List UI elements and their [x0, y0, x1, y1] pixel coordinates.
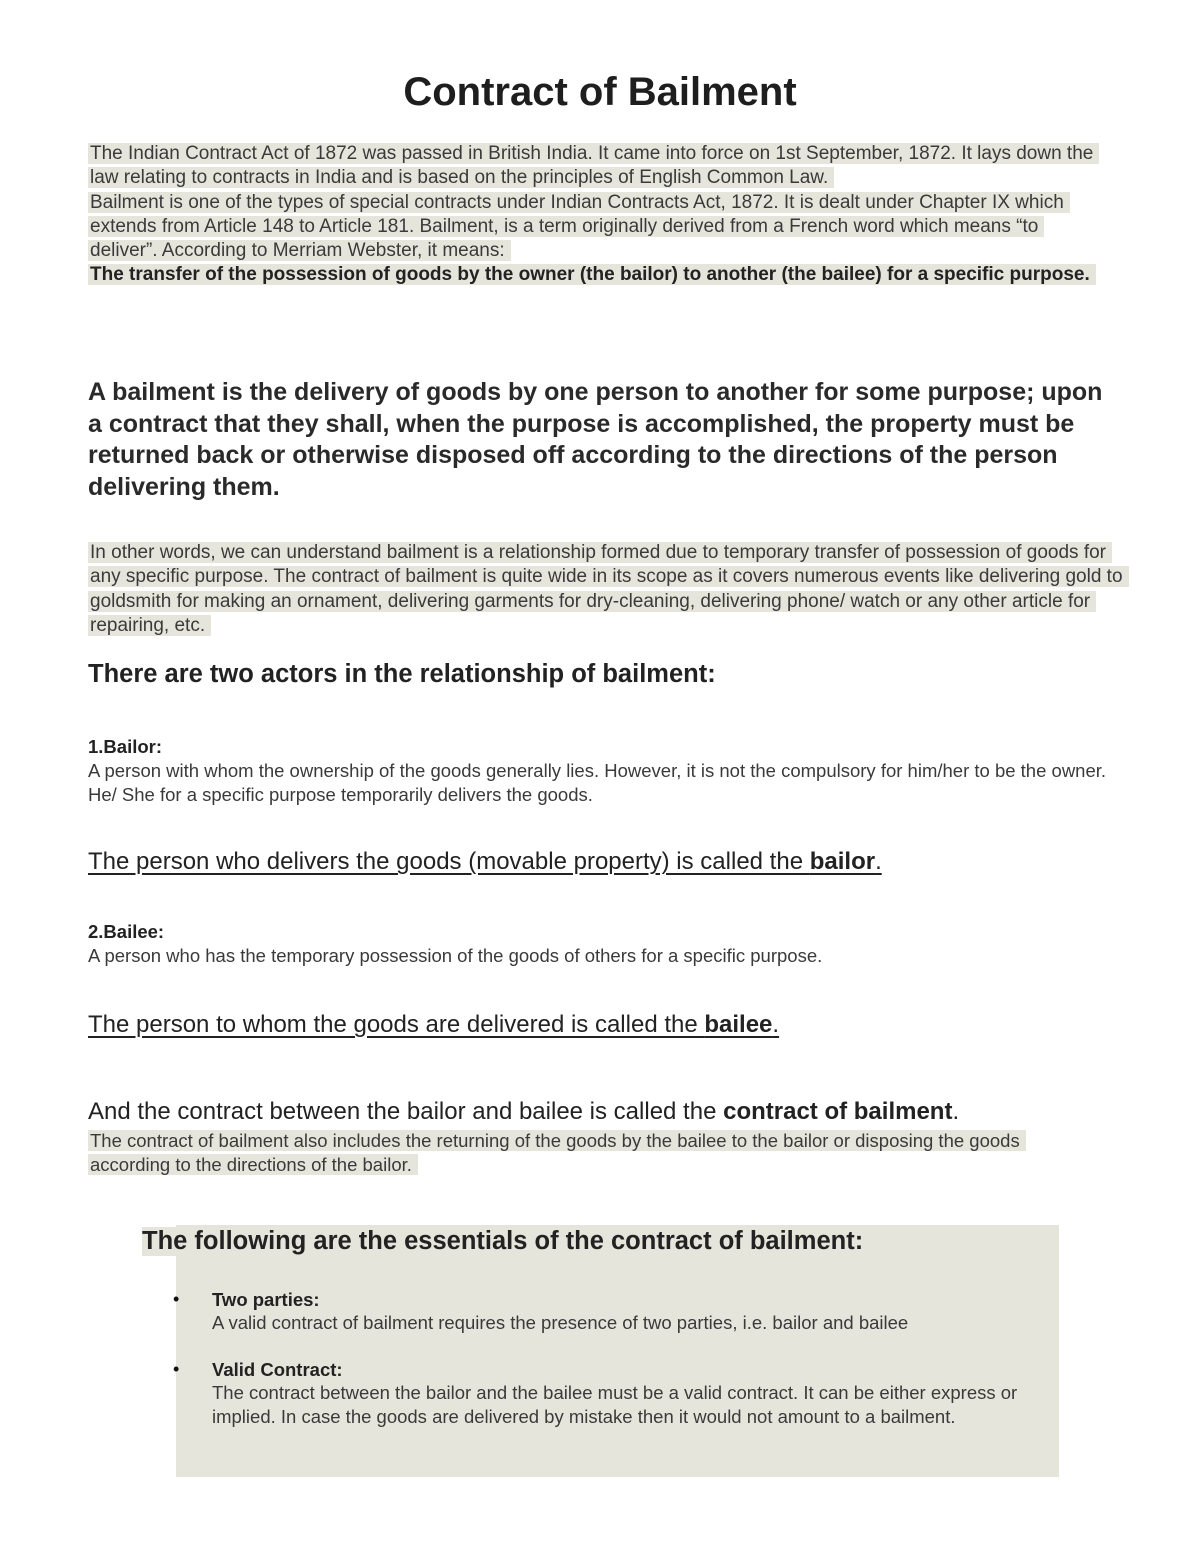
bailee-callout-suffix: . [772, 1011, 780, 1038]
bullet-icon: • [173, 1359, 180, 1379]
bullet-icon: • [173, 1289, 180, 1309]
intro-paragraph [88, 142, 1108, 288]
page-title: Contract of Bailment [403, 70, 797, 114]
bailor-callout-prefix: The person who delivers the goods (movable property) is called the [88, 848, 810, 875]
intro-line-1: The Indian Contract Act of 1872 was passed in British India. It came into force on 1st September, 1872. It lays down the law relating to contracts in India and is based on the principles of English Common Law. [88, 143, 1099, 188]
essential-item-label: Valid Contract: [212, 1359, 343, 1380]
contract-term: contract of bailment [723, 1098, 953, 1125]
bailee-callout-term: bailee [704, 1011, 773, 1038]
bailee-label: 2.Bailee: [88, 921, 165, 942]
contract-text: The contract of bailment also includes the returning of the goods by the bailee to the bailor or disposing the goods according to the directions of the bailor. [88, 1130, 1026, 1175]
bailor-callout-suffix: . [875, 848, 882, 875]
contract-paragraph [88, 1129, 1048, 1178]
other-words-text: In other words, we can understand bailment is a relationship formed due to temporary transfer of possession of goods for any specific purpose. The contract of bailment is quite wide in its scope as it covers numerous events like delivering gold to goldsmith for making an ornament, delivering garments for dry-cleaning, delivering phone/ watch or any other article for repairing, etc. [88, 542, 1129, 636]
bailor-text: A person with whom the ownership of the goods generally lies. However, it is not the compulsory for him/her to be the owner. He/ She for a specific purpose temporarily delivers the goods. [88, 760, 1107, 805]
bailor-label: 1.Bailor: [88, 736, 163, 757]
other-words-paragraph [88, 541, 1123, 638]
essential-item-label: Two parties: [212, 1289, 320, 1310]
actors-heading: There are two actors in the relationship of bailment: [88, 660, 716, 688]
contract-line [88, 1098, 959, 1126]
contract-suffix: . [952, 1098, 960, 1125]
essentials-box [176, 1225, 1059, 1477]
contract-prefix: And the contract between the bailor and bailee is called the [88, 1098, 724, 1125]
bailee-text: A person who has the temporary possession of the goods of others for a specific purpose. [88, 945, 823, 966]
essential-item-text: A valid contract of bailment requires the presence of two parties, i.e. bailor and bailee [212, 1312, 909, 1333]
essentials-heading: The following are the essentials of the contract of bailment: [142, 1227, 867, 1256]
essential-item-text: The contract between the bailor and the bailee must be a valid contract. It can be either express or implied. In case the goods are delivered by mistake then it would not amount to a bailment. [212, 1382, 1018, 1428]
bailee-callout [88, 1011, 779, 1039]
intro-line-2: Bailment is one of the types of special contracts under Indian Contracts Act, 1872. It is dealt under Chapter IX which extends from Article 148 to Article 181. Bailment, is a term originally derived from a French word which means “to deliver”. According to Merriam Webster, it means: [88, 192, 1070, 262]
bailment-definition: A bailment is the delivery of goods by one person to another for some purpose; upon a contract that they shall, when the purpose is accomplished, the property must be returned back or otherwise disposed off according to the directions of the person delivering them. [88, 378, 1103, 501]
bailor-callout-term: bailor [809, 848, 876, 875]
bailee-callout-prefix: The person to whom the goods are delivered is called the [88, 1011, 705, 1038]
bailor-callout [88, 848, 882, 876]
intro-quote: The transfer of the possession of goods by the owner (the bailor) to another (the bailee) for a specific purpose. [88, 264, 1096, 285]
